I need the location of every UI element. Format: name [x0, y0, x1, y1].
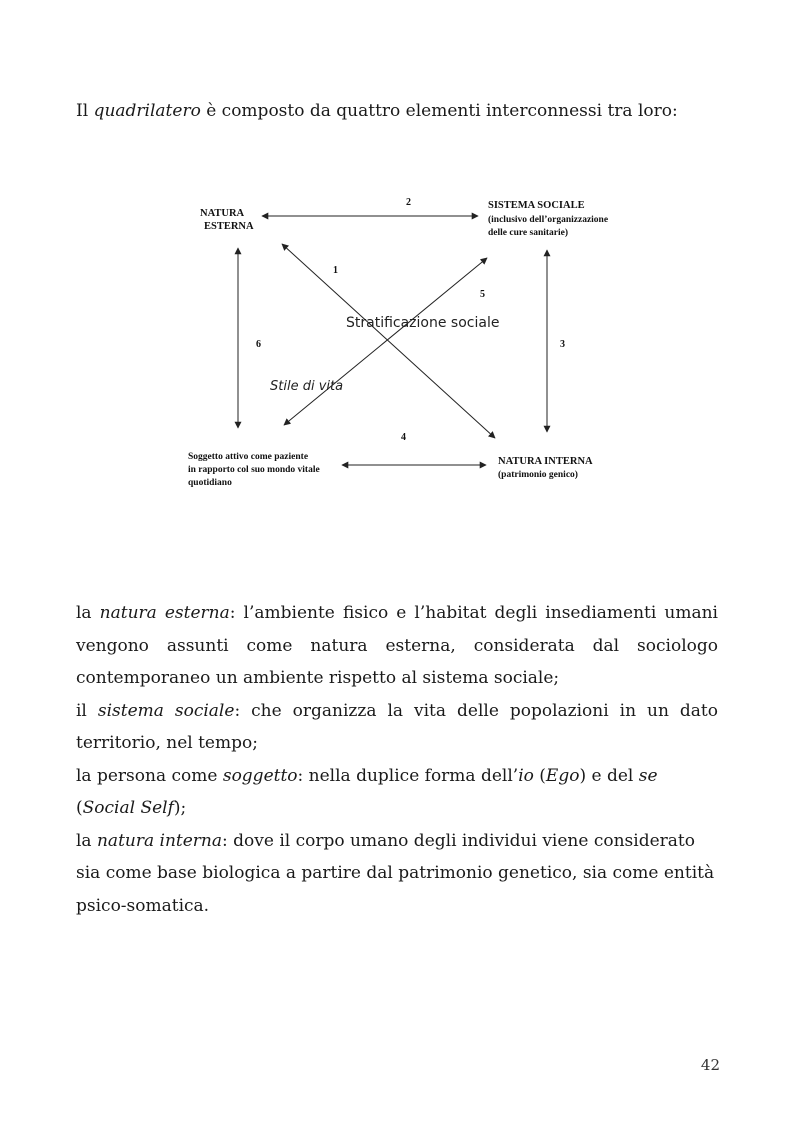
p4-term: natura interna — [96, 830, 223, 851]
arrow-1-diagonal — [282, 244, 495, 438]
number-3: 3 — [560, 339, 565, 350]
stile-di-vita-label: Stile di vita — [270, 379, 344, 394]
paragraph-natura-interna — [76, 825, 718, 923]
number-1: 1 — [333, 265, 338, 276]
number-5: 5 — [480, 289, 485, 300]
p3-io: io — [518, 765, 534, 786]
p3-mid4: ( — [76, 798, 83, 818]
p3-term: soggetto — [222, 765, 298, 786]
p2-term: sistema sociale — [97, 700, 235, 721]
paragraph-soggetto — [76, 760, 718, 825]
p2-text: : che organizza la vita delle popolazioni in un dato territorio, nel tempo; — [76, 700, 718, 753]
natura-interna-label: NATURA INTERNA (patrimonio genico) — [498, 456, 593, 480]
p3-mid2: ( — [533, 765, 546, 786]
p1-pre: la — [76, 603, 100, 623]
p4-text: : dove il corpo umano degli individui viene considerato sia come base biologica a partire dal patrimonio genetico, sia come entità psico-somatica. — [76, 830, 715, 916]
arrow-5-diagonal — [284, 258, 487, 425]
intro-before: Il — [76, 101, 94, 121]
soggetto-label: Soggetto attivo come paziente in rapporto col suo mondo vitale quotidiano — [188, 452, 320, 488]
stratificazione-sociale-label: Stratificazione sociale — [346, 315, 500, 331]
p2-pre: il — [76, 700, 98, 721]
quadrilateral-diagram — [170, 180, 640, 510]
natura-esterna-label: NATURA ESTERNA — [200, 208, 254, 232]
sistema-sociale-label: SISTEMA SOCIALE (inclusivo dell’organizzazione delle cure sanitarie) — [488, 200, 609, 238]
p3-se: se — [638, 765, 658, 786]
body-text — [76, 597, 718, 922]
p3-pre: la persona come — [76, 765, 223, 786]
paragraph-natura-esterna — [76, 597, 718, 695]
p3-mid3: ) e del — [579, 765, 639, 786]
p1-term: natura esterna — [99, 603, 230, 623]
paragraph-sistema-sociale — [76, 695, 718, 760]
intro-term: quadrilatero — [93, 101, 201, 121]
page-number: 42 — [700, 1056, 720, 1074]
p1-text: : l’ambiente fisico e l’habitat degli insediamenti umani vengono assunti come natura esterna, considerata dal sociologo contemporaneo un ambiente rispetto al sistema sociale; — [76, 603, 718, 688]
intro-after: è composto da quattro elementi interconnessi tra loro: — [200, 101, 678, 121]
intro-sentence — [76, 95, 726, 127]
number-6: 6 — [256, 339, 261, 350]
p3-ego: Ego — [545, 765, 580, 786]
p3-mid1: : nella duplice forma dell’ — [297, 765, 519, 786]
p3-end: ); — [173, 798, 187, 818]
number-2: 2 — [406, 197, 411, 208]
p3-social: Social Self — [82, 798, 174, 818]
number-4: 4 — [401, 432, 406, 443]
p4-pre: la — [76, 830, 97, 851]
